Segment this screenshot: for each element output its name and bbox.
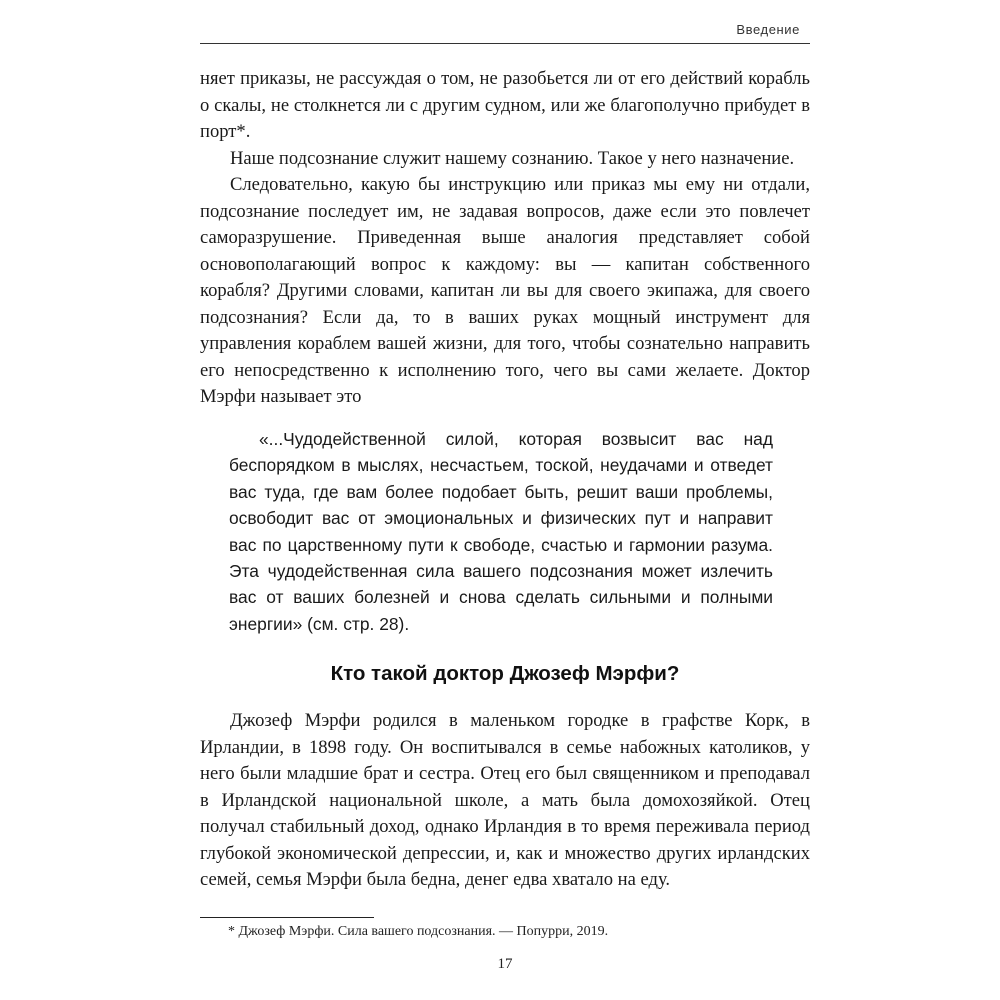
paragraph-continuation: няет приказы, не рассуждая о том, не разобьется ли от его действий корабль о скалы, не столкнется ли с другим судном, или же благополучно прибудет в порт*. — [200, 68, 810, 142]
section-heading: Кто такой доктор Джозеф Мэрфи? — [330, 662, 680, 685]
page-number: 17 — [497, 956, 513, 972]
block-quote: «...Чудодейственной силой, которая возвысит вас над беспорядком в мыслях, несчастьем, тоской, неудачами и отведет вас туда, где вам более подобает быть, решит ваши проблемы, освободит вас от эмоциональных и физических пут и направит вас по царственному пути к свободе, счастью и гармонии разума. Эта чудодейственная сила вашего подсознания может излечить вас от ваших болезней и снова сделать сильными и полными энергии» (см. стр. 28). — [229, 429, 773, 634]
header-rule — [200, 43, 810, 44]
paragraph-biography: Джозеф Мэрфи родился в маленьком городке в графстве Корк, в Ирландии, в 1898 году. Он воспитывался в семье набожных католиков, у него были младшие брат и сестра. Отец его был священником и преподавал в Ирландской национальной школе, а мать была домохозяйкой. Отец получал стабильный доход, однако Ирландия в то время переживала период глубокой экономической депрессии, и, как и множество других ирландских семей, семья Мэрфи была бедна, денег едва хватало на еду. — [200, 710, 810, 890]
footnote-rule — [200, 917, 374, 918]
paragraph-captain: Следовательно, какую бы инструкцию или приказ мы ему ни отдали, подсознание последует им, не задавая вопросов, даже если это повлечет саморазрушение. Приведенная выше аналогия представляет собой основополагающий вопрос к каждому: вы — капитан собственного корабля? Другими словами, капитан ли вы для своего экипажа, для своего подсознания? Если да, то в ваших руках мощный инструмент для управления кораблем вашей жизни, для того, чтобы сознательно направить его непосредственно к исполнению того, чего вы сами желаете. Доктор Мэрфи называет это — [200, 174, 810, 407]
paragraph-subconscious: Наше подсознание служит нашему сознанию. Такое у него назначение. — [230, 148, 795, 169]
footnote: * Джозеф Мэрфи. Сила вашего подсознания. — Попурри, 2019. — [228, 924, 609, 939]
running-head: Введение — [736, 22, 800, 37]
